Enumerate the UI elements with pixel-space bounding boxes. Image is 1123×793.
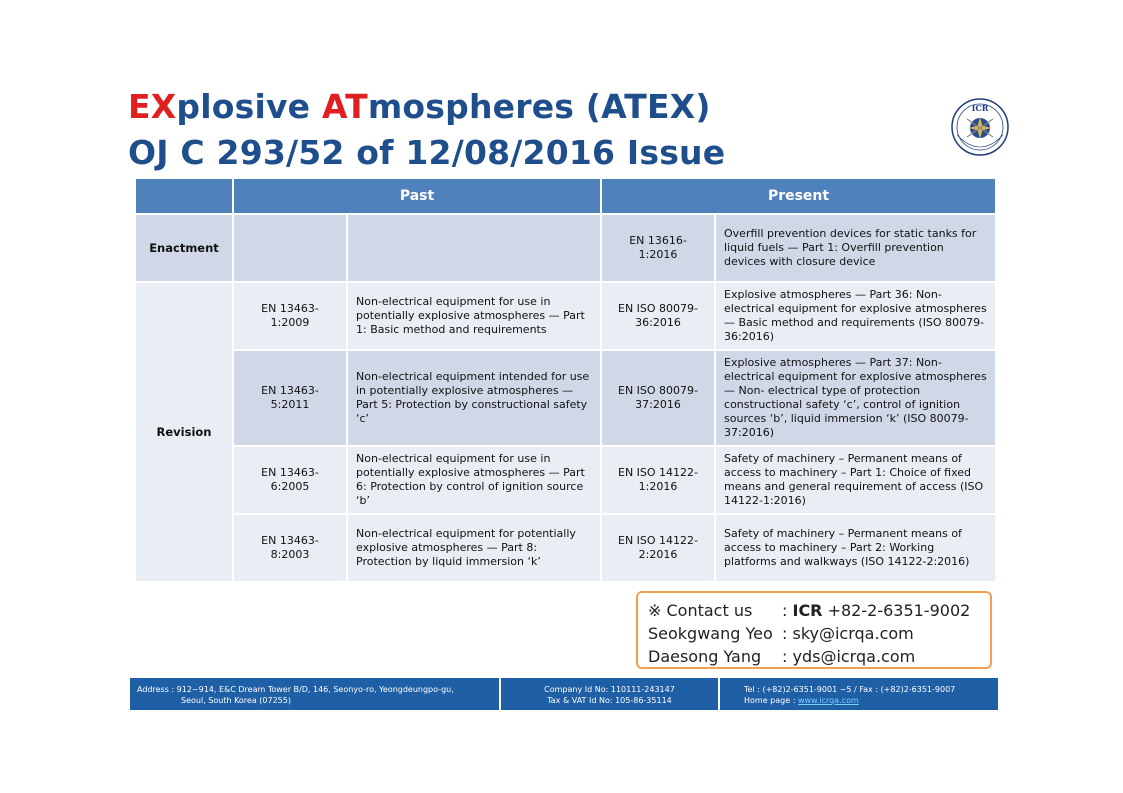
contact-person-email[interactable]: : yds@icrqa.com bbox=[782, 647, 916, 666]
enactment-present-std: EN 13616-1:2016 bbox=[601, 214, 715, 282]
atex-table bbox=[134, 177, 997, 583]
revision-present-desc: Safety of machinery – Permanent means of access to machinery – Part 2: Working platforms and walkways (ISO 14122-2:2016) bbox=[715, 514, 996, 582]
table-row bbox=[135, 514, 996, 582]
contact-box bbox=[636, 591, 992, 669]
footer-address-line-2: Seoul, South Korea (07255) bbox=[181, 696, 291, 705]
footer-homepage-label: Home page : bbox=[744, 696, 796, 705]
table-header-row bbox=[135, 178, 996, 214]
footer-bar bbox=[130, 678, 998, 710]
contact-separator: : bbox=[782, 601, 788, 620]
footer-company-ids bbox=[501, 678, 720, 710]
row-label-enactment: Enactment bbox=[135, 214, 233, 282]
revision-past-std: EN 13463-5:2011 bbox=[233, 350, 347, 446]
revision-past-desc: Non-electrical equipment intended for use in potentially explosive atmospheres — Part 5: Protection by constructional safety ‘c’ bbox=[347, 350, 601, 446]
enactment-past-desc bbox=[347, 214, 601, 282]
table-row-enactment bbox=[135, 214, 996, 282]
contact-row-person bbox=[648, 622, 990, 645]
revision-present-std: EN ISO 14122-1:2016 bbox=[601, 446, 715, 514]
logo-text: ICR bbox=[971, 103, 989, 113]
contact-row-person bbox=[648, 645, 990, 668]
footer-homepage bbox=[744, 695, 998, 706]
contact-phone: +82-2-6351-9002 bbox=[827, 601, 971, 620]
revision-past-std: EN 13463-6:2005 bbox=[233, 446, 347, 514]
revision-present-std: EN ISO 80079-37:2016 bbox=[601, 350, 715, 446]
revision-present-std: EN ISO 14122-2:2016 bbox=[601, 514, 715, 582]
contact-label: ※ Contact us bbox=[648, 601, 753, 620]
revision-present-std: EN ISO 80079-36:2016 bbox=[601, 282, 715, 350]
table-row bbox=[135, 446, 996, 514]
header-present: Present bbox=[601, 178, 996, 214]
title-ex: EX bbox=[128, 87, 177, 126]
footer-address bbox=[130, 678, 501, 710]
title-mospheres: mospheres (ATEX) bbox=[367, 87, 711, 126]
title-at: AT bbox=[321, 87, 368, 126]
title-line-2: OJ C 293/52 of 12/08/2016 Issue bbox=[128, 133, 726, 172]
revision-past-desc: Non-electrical equipment for use in potentially explosive atmospheres — Part 1: Basic method and requirements bbox=[347, 282, 601, 350]
revision-past-desc: Non-electrical equipment for use in potentially explosive atmospheres — Part 6: Protection by control of ignition source ‘b’ bbox=[347, 446, 601, 514]
contact-row-company bbox=[648, 599, 990, 622]
row-label-revision: Revision bbox=[135, 282, 233, 582]
revision-past-std: EN 13463-8:2003 bbox=[233, 514, 347, 582]
revision-past-std: EN 13463-1:2009 bbox=[233, 282, 347, 350]
footer-tax-id: Tax & VAT Id No: 105-86-35114 bbox=[547, 696, 672, 705]
revision-past-desc: Non-electrical equipment for potentially explosive atmospheres — Part 8: Protection by liquid immersion ‘k’ bbox=[347, 514, 601, 582]
revision-present-desc: Explosive atmospheres — Part 37: Non-electrical equipment for explosive atmospheres — Non- electrical type of protection constructional safety ‘c’, control of ignition sources ‘b’, liquid immersion ‘k’ (ISO 80079-37:2016) bbox=[715, 350, 996, 446]
footer-contact bbox=[720, 678, 998, 710]
header-empty bbox=[135, 178, 233, 214]
footer-homepage-link[interactable]: www.icrqa.com bbox=[797, 696, 859, 705]
footer-company-id: Company Id No: 110111-243147 bbox=[544, 685, 675, 694]
title-plosive: plosive bbox=[176, 87, 322, 126]
title-line-1 bbox=[128, 84, 725, 130]
enactment-present-desc: Overfill prevention devices for static tanks for liquid fuels — Part 1: Overfill prevention devices with closure device bbox=[715, 214, 996, 282]
contact-company: ICR bbox=[792, 601, 823, 620]
compass-seal-icon bbox=[943, 97, 1017, 157]
table-row bbox=[135, 282, 996, 350]
enactment-past-std bbox=[233, 214, 347, 282]
page-title bbox=[128, 84, 725, 176]
revision-present-desc: Safety of machinery – Permanent means of access to machinery – Part 1: Choice of fixed means and general requirement of access (ISO 14122-1:2016) bbox=[715, 446, 996, 514]
contact-person-name: Seokgwang Yeo bbox=[648, 624, 773, 643]
header-past: Past bbox=[233, 178, 601, 214]
table-row bbox=[135, 350, 996, 446]
footer-address-line-1: Address : 912~914, E&C Dream Tower B/D, 146, Seonyo-ro, Yeongdeungpo-gu, bbox=[137, 685, 454, 694]
contact-person-name: Daesong Yang bbox=[648, 647, 762, 666]
contact-person-email[interactable]: : sky@icrqa.com bbox=[782, 624, 914, 643]
footer-tel-fax: Tel : (+82)2-6351-9001 ~5 / Fax : (+82)2-6351-9007 bbox=[744, 685, 956, 694]
revision-present-desc: Explosive atmospheres — Part 36: Non-electrical equipment for explosive atmospheres — Basic method and requirements (ISO 80079-36:2016) bbox=[715, 282, 996, 350]
